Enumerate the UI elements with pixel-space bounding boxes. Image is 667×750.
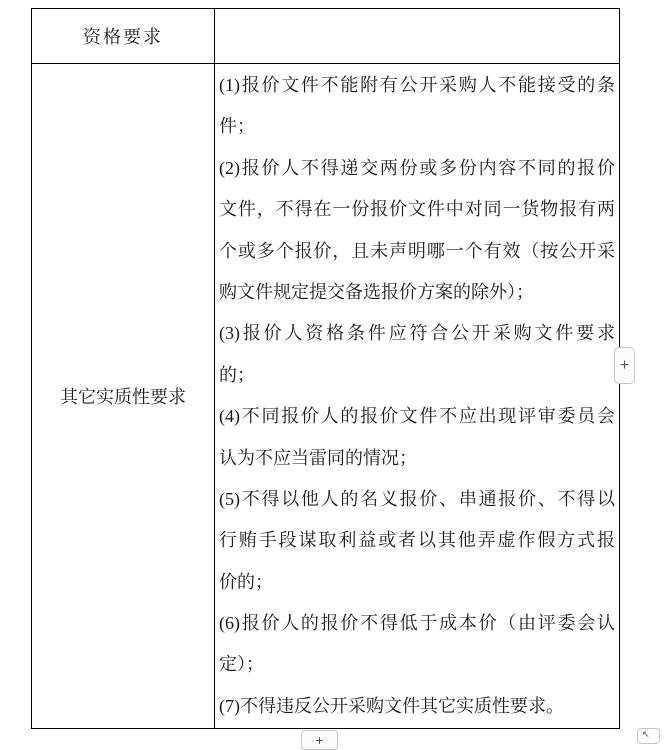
requirement-text-line: 定）； bbox=[219, 654, 264, 675]
other-substantive-requirements-cell bbox=[32, 64, 215, 729]
corner-handle-button[interactable] bbox=[637, 728, 660, 744]
plus-icon: + bbox=[315, 732, 324, 748]
resize-arrow-icon: ↖ bbox=[642, 730, 650, 740]
requirement-text-line: (6)报价人的报价不得低于成本价（由评委会认 bbox=[219, 613, 615, 634]
requirement-text-line: 购文件规定提交备选报价方案的除外）； bbox=[219, 281, 534, 302]
requirement-text-line: (3)报价人资格条件应符合公开采购文件要求 bbox=[219, 323, 615, 344]
requirement-text-line: 个或多个报价，且未声明哪一个有效（按公开采 bbox=[219, 240, 615, 261]
table-row bbox=[32, 9, 620, 64]
requirement-text-line: 件； bbox=[219, 116, 255, 137]
requirement-text-line: 价的； bbox=[219, 571, 273, 592]
requirement-text-line: (2)报价人不得递交两份或多份内容不同的报价 bbox=[219, 157, 615, 178]
qualification-requirements-cell bbox=[32, 9, 215, 64]
requirement-text-line: (4)不同报价人的报价文件不应出现评审委员会 bbox=[219, 406, 615, 427]
qualification-requirements-label: 资格要求 bbox=[83, 27, 163, 47]
other-substantive-requirements-label: 其它实质性要求 bbox=[60, 387, 186, 407]
requirement-text-line: 文件，不得在一份报价文件中对同一货物报有两 bbox=[219, 199, 615, 220]
qualification-requirements-content-cell bbox=[215, 9, 620, 64]
other-substantive-requirements-content-cell bbox=[215, 64, 620, 729]
table-row bbox=[32, 64, 620, 729]
plus-icon: + bbox=[619, 356, 630, 374]
requirement-text-line: (5)不得以他人的名义报价、串通报价、不得以 bbox=[219, 488, 615, 509]
requirement-text-line: (7)不得违反公开采购文件其它实质性要求。 bbox=[219, 695, 564, 716]
side-expand-button[interactable] bbox=[614, 347, 635, 384]
requirement-text-line: 认为不应当雷同的情况； bbox=[219, 447, 417, 468]
requirement-text-line: 的； bbox=[219, 364, 255, 385]
bottom-expand-button[interactable] bbox=[301, 730, 338, 750]
requirement-text-line: (1)报价文件不能附有公开采购人不能接受的条 bbox=[219, 75, 615, 95]
requirements-table bbox=[31, 8, 620, 729]
requirement-text-line: 行贿手段谋取利益或者以其他弄虚作假方式报 bbox=[219, 530, 615, 551]
